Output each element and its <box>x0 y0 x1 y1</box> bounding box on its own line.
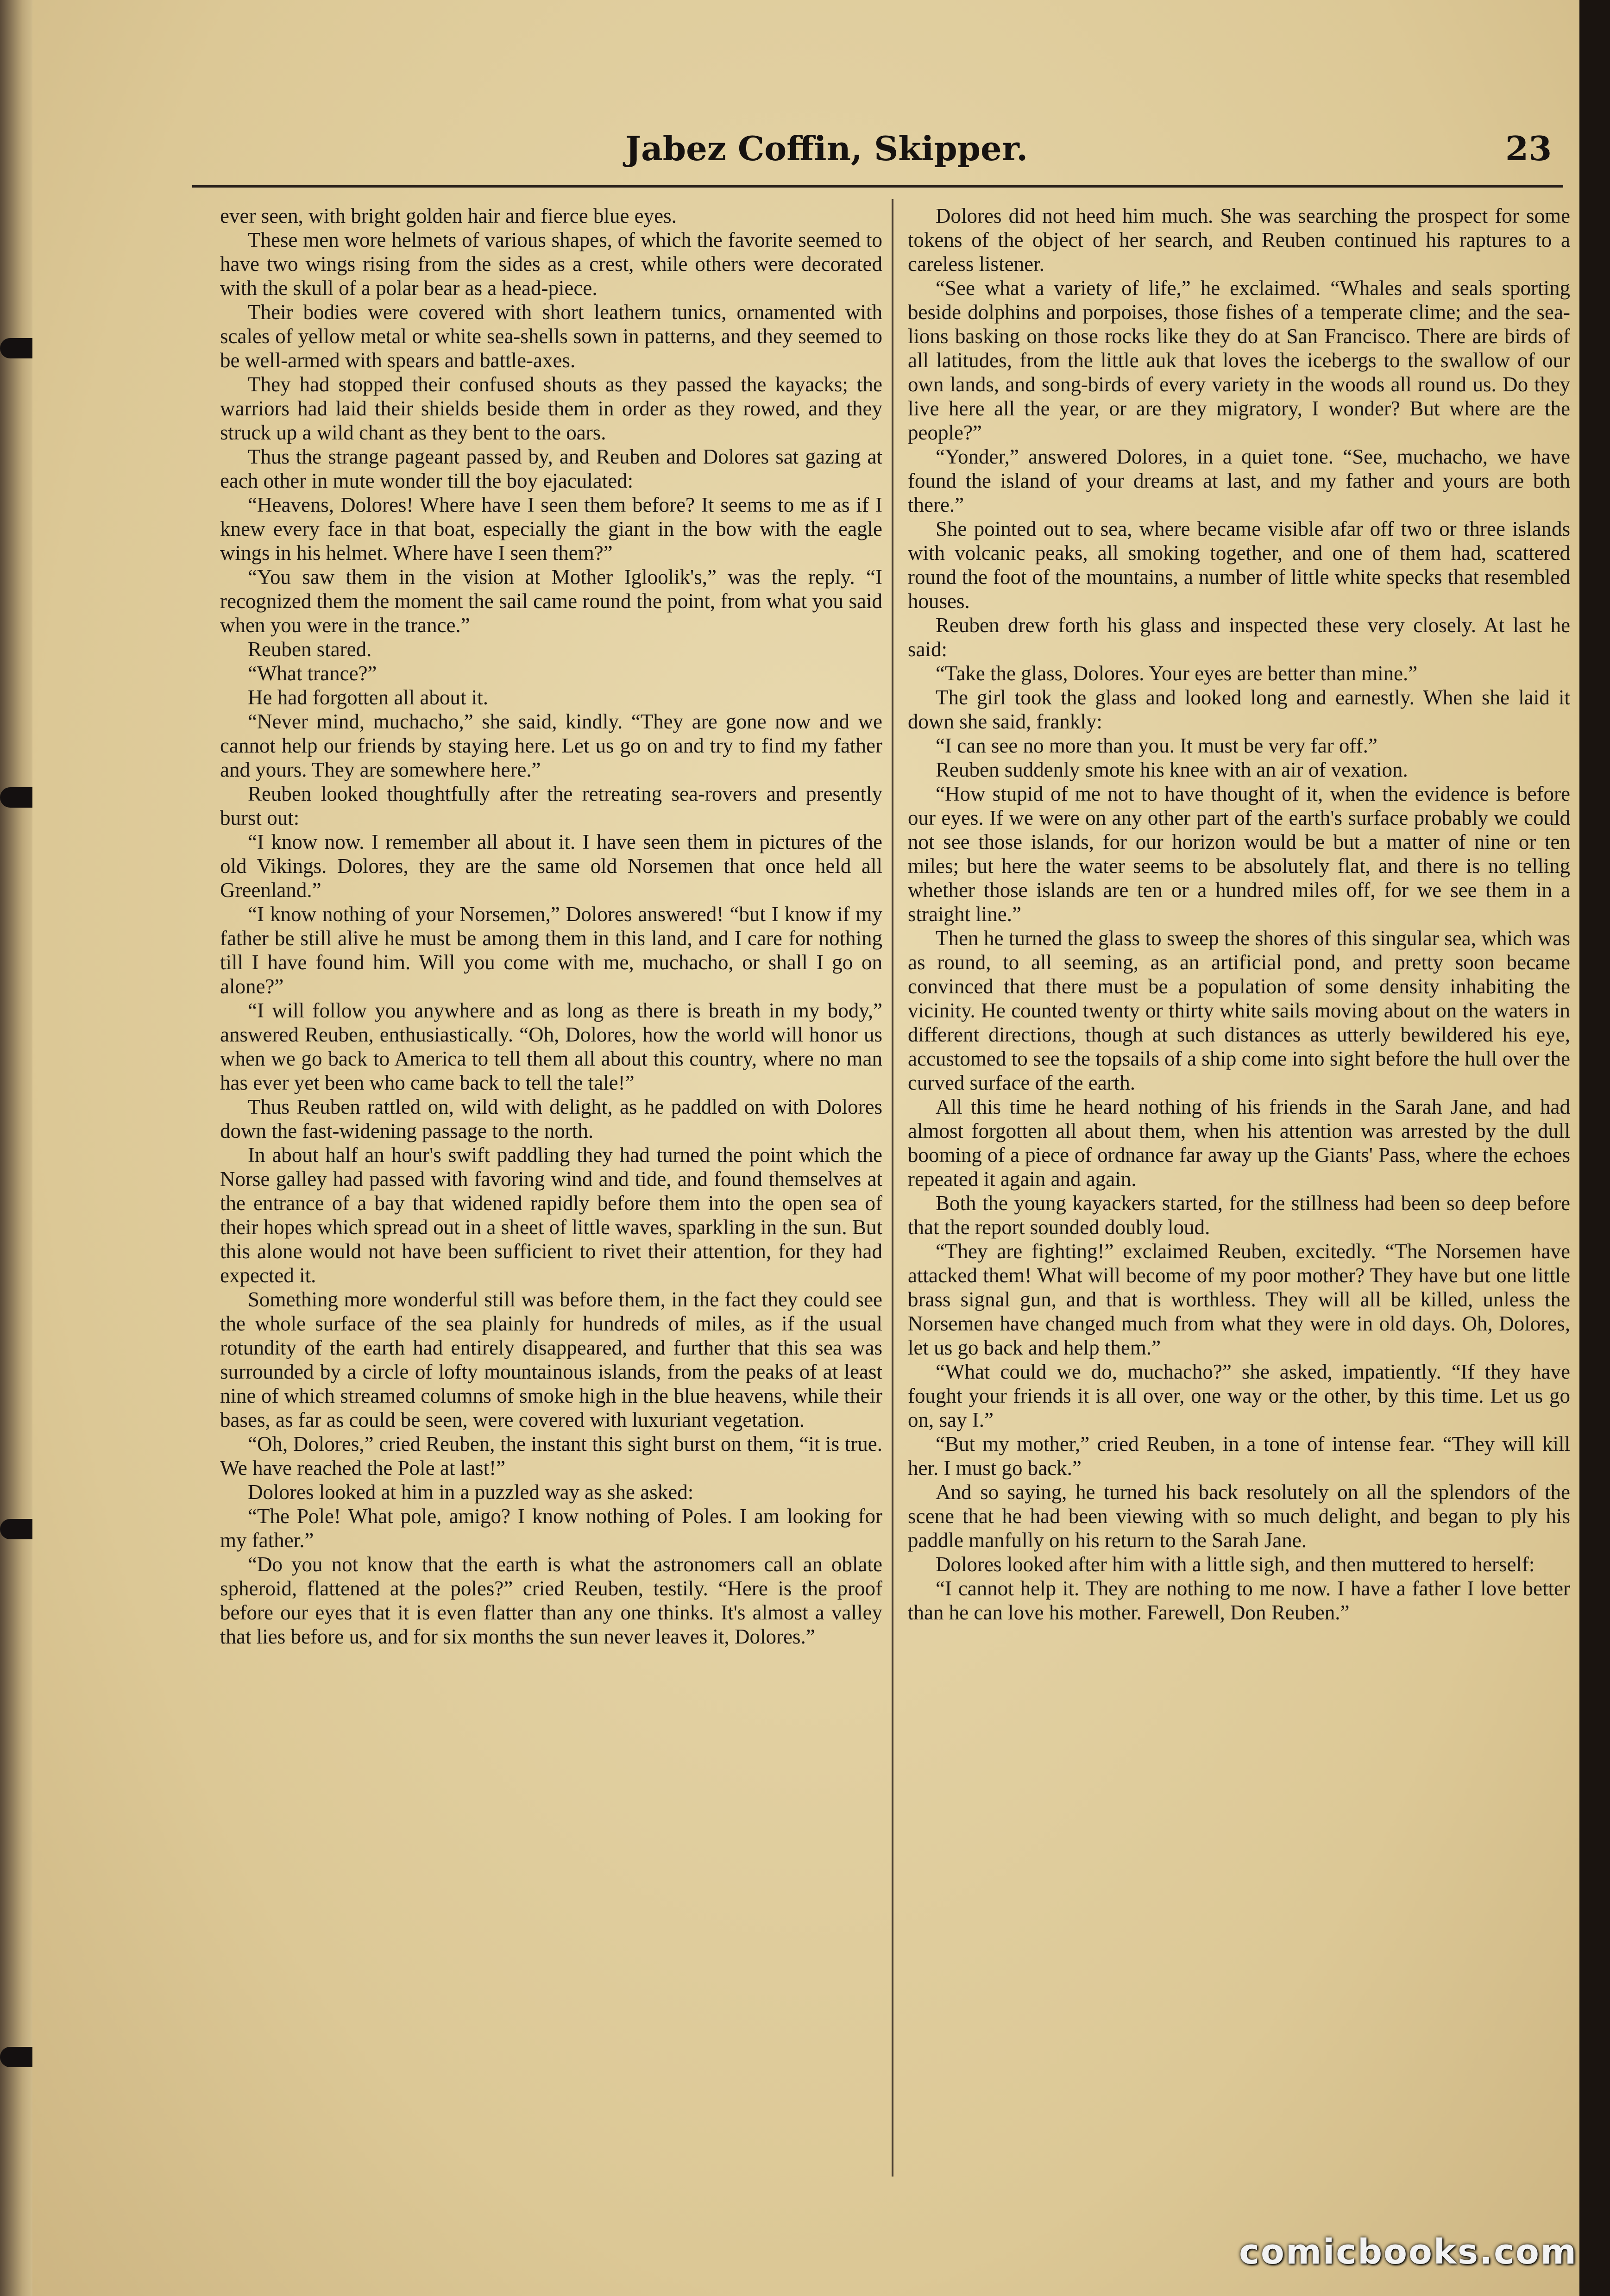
paragraph: The girl took the glass and looked long and earnestly. When she laid it down she said, frankly: <box>908 686 1570 733</box>
paragraph: And so saying, he turned his back resolutely on all the splendors of the scene that he had been viewing with so much delight, and began to ply his paddle manfully on his return to the Sarah Jane. <box>908 1480 1570 1552</box>
paragraph: “But my mother,” cried Reuben, in a tone of intense fear. “They will kill her. I must go back.” <box>908 1432 1570 1480</box>
paragraph: Reuben suddenly smote his knee with an air of vexation. <box>936 758 1408 781</box>
book-page <box>32 0 1579 2296</box>
paragraph: “What could we do, muchacho?” she asked, impatiently. “If they have fought your friends it is all over, one way or the other, by this time. Let us go on, say I.” <box>908 1360 1570 1431</box>
running-head: Jabez Coffin, Skipper. <box>625 129 1028 168</box>
paragraph: Both the young kayackers started, for the stillness had been so deep before that the report sounded doubly loud. <box>908 1192 1570 1239</box>
paragraph: “I cannot help it. They are nothing to me now. I have a father I love better than he can love his mother. Farewell, Don Reuben.” <box>908 1577 1570 1624</box>
paragraph: Reuben drew forth his glass and inspected these very closely. At last he said: <box>908 614 1570 661</box>
paragraph: ever seen, with bright golden hair and fierce blue eyes. <box>220 204 677 227</box>
paragraph: Then he turned the glass to sweep the shores of this singular sea, which was as round, to all seeming, as an artificial pond, and pretty soon became convinced that there must be a population of some density inhabiting the vicinity. He counted twenty or thirty white sails moving about on the waters in different directions, though at such distances as utterly bewildered his eye, accustomed to see the topsails of a ship come into sight before the hull over the curved surface of the earth. <box>908 927 1570 1094</box>
paragraph: Their bodies were covered with short leathern tunics, ornamented with scales of yellow metal or white sea-shells sown in patterns, and they seemed to be well-armed with spears and battle-axes. <box>220 301 882 372</box>
paragraph: They had stopped their confused shouts as they passed the kayacks; the warriors had laid their shields beside them in order as they rowed, and they struck up a wild chant as they bent to the oars. <box>220 373 882 444</box>
paragraph: “They are fighting!” exclaimed Reuben, excitedly. “The Norsemen have attacked them! What will become of my poor mother? They have but one little brass signal gun, and that is worthless. They will all be killed, unless the Norsemen have changed much from what they were in old days. Oh, Dolores, let us go back and help them.” <box>908 1240 1570 1359</box>
paragraph: “See what a variety of life,” he exclaimed. “Whales and seals sporting beside dolphins and porpoises, those fishes of a temperate clime; and the sea-lions basking on those rocks like they do at San Francisco. There are birds of all latitudes, from the little auk that loves the icebergs to the swallow of our own lands, and song-birds of every variety in the woods all round us. Do they live here all the year, or are they migratory, I wonder? But where are the people?” <box>908 276 1570 444</box>
paragraph: Reuben looked thoughtfully after the retreating sea-rovers and presently burst out: <box>220 782 882 829</box>
paragraph: She pointed out to sea, where became visible afar off two or three islands with volcanic peaks, all smoking together, and one of them had, scattered round the foot of the mountains, a number of little white specks that resembled houses. <box>908 517 1570 613</box>
paragraph: “Oh, Dolores,” cried Reuben, the instant this sight burst on them, “it is true. We have reached the Pole at last!” <box>220 1432 882 1480</box>
page-number: 23 <box>1505 129 1552 168</box>
paragraph: Dolores looked after him with a little sigh, and then muttered to herself: <box>936 1553 1535 1576</box>
paragraph: “I will follow you anywhere and as long as there is breath in my body,” answered Reuben, enthusiastically. “Oh, Dolores, how the world will honor us when we go back to America to tell them all about this country, where no man has ever yet been who came back to tell the tale!” <box>220 999 882 1094</box>
paragraph: Dolores did not heed him much. She was searching the prospect for some tokens of the object of her search, and Reuben continued his raptures to a careless listener. <box>908 204 1570 276</box>
paragraph: “What trance?” <box>248 662 377 685</box>
paragraph: Reuben stared. <box>248 638 372 661</box>
right-column <box>908 204 1570 2172</box>
paragraph: “I know now. I remember all about it. I have seen them in pictures of the old Vikings. Dolores, they are the same old Norsemen that once held all Greenland.” <box>220 830 882 902</box>
paragraph: “Never mind, muchacho,” she said, kindly. “They are gone now and we cannot help our friends by staying here. Let us go on and try to find my father and yours. They are somewhere here.” <box>220 710 882 781</box>
paragraph: Thus Reuben rattled on, wild with delight, as he paddled on with Dolores down the fast-widening passage to the north. <box>220 1095 882 1142</box>
paragraph: “I can see no more than you. It must be very far off.” <box>936 734 1377 757</box>
paragraph: “The Pole! What pole, amigo? I know nothing of Poles. I am looking for my father.” <box>220 1505 882 1552</box>
paragraph: Thus the strange pageant passed by, and Reuben and Dolores sat gazing at each other in mute wonder till the boy ejaculated: <box>220 445 882 492</box>
header-rule <box>192 185 1563 188</box>
column-divider <box>892 199 893 2177</box>
left-column <box>220 204 882 2172</box>
site-watermark: comicbooks.com <box>1239 2232 1578 2272</box>
paragraph: “Yonder,” answered Dolores, in a quiet tone. “See, muchacho, we have found the island of your dreams at last, and my father and yours are both there.” <box>908 445 1570 516</box>
paragraph: All this time he heard nothing of his friends in the Sarah Jane, and had almost forgotten all about them, when his attention was arrested by the dull booming of a piece of ordnance far away up the Giants' Pass, where the echoes repeated it again and again. <box>908 1095 1570 1191</box>
paragraph: “You saw them in the vision at Mother Igloolik's,” was the reply. “I recognized them the moment the sail came round the point, from what you said when you were in the trance.” <box>220 565 882 637</box>
paragraph: Something more wonderful still was before them, in the fact they could see the whole surface of the sea plainly for hundreds of miles, as if the usual rotundity of the earth had entirely disappeared, and further that this sea was surrounded by a circle of lofty mountainous islands, from the peaks of at least nine of which streamed columns of smoke high in the blue heavens, while their bases, as far as could be seen, were covered with luxuriant vegetation. <box>220 1288 882 1431</box>
paragraph: “Take the glass, Dolores. Your eyes are better than mine.” <box>936 662 1418 685</box>
paragraph: “Do you not know that the earth is what the astronomers call an oblate spheroid, flattened at the poles?” cried Reuben, testily. “Here is the proof before our eyes that it is even flatter than any one thinks. It's almost a valley that lies before us, and for six months the sun never leaves it, Dolores.” <box>220 1553 882 1648</box>
paragraph: He had forgotten all about it. <box>248 686 489 709</box>
paragraph: These men wore helmets of various shapes, of which the favorite seemed to have two wings rising from the sides as a crest, while others were decorated with the skull of a polar bear as a head-piece. <box>220 228 882 300</box>
paragraph: “How stupid of me not to have thought of it, when the evidence is before our eyes. If we were on any other part of the earth's surface probably we could not see those islands, for our horizon would be but a matter of nine or ten miles; but here the water seems to be absolutely flat, and there is no telling whether those islands are ten or a hundred miles off, for we see them in a straight line.” <box>908 782 1570 926</box>
paragraph: Dolores looked at him in a puzzled way as she asked: <box>248 1480 694 1504</box>
paragraph: “Heavens, Dolores! Where have I seen them before? It seems to me as if I knew every face in that boat, especially the giant in the bow with the eagle wings in his helmet. Where have I seen them?” <box>220 493 882 565</box>
paragraph: In about half an hour's swift paddling they had turned the point which the Norse galley had passed with favoring wind and tide, and found themselves at the entrance of a bay that widened rapidly before them into the open sea of their hopes which spread out in a sheet of little waves, sparkling in the sun. But this alone would not have been sufficient to rivet their attention, for they had expected it. <box>220 1143 882 1287</box>
paragraph: “I know nothing of your Norsemen,” Dolores answered! “but I know if my father be still alive he must be among them in this land, and I care for nothing till I have found him. Will you come with me, muchacho, or shall I go on alone?” <box>220 903 882 998</box>
